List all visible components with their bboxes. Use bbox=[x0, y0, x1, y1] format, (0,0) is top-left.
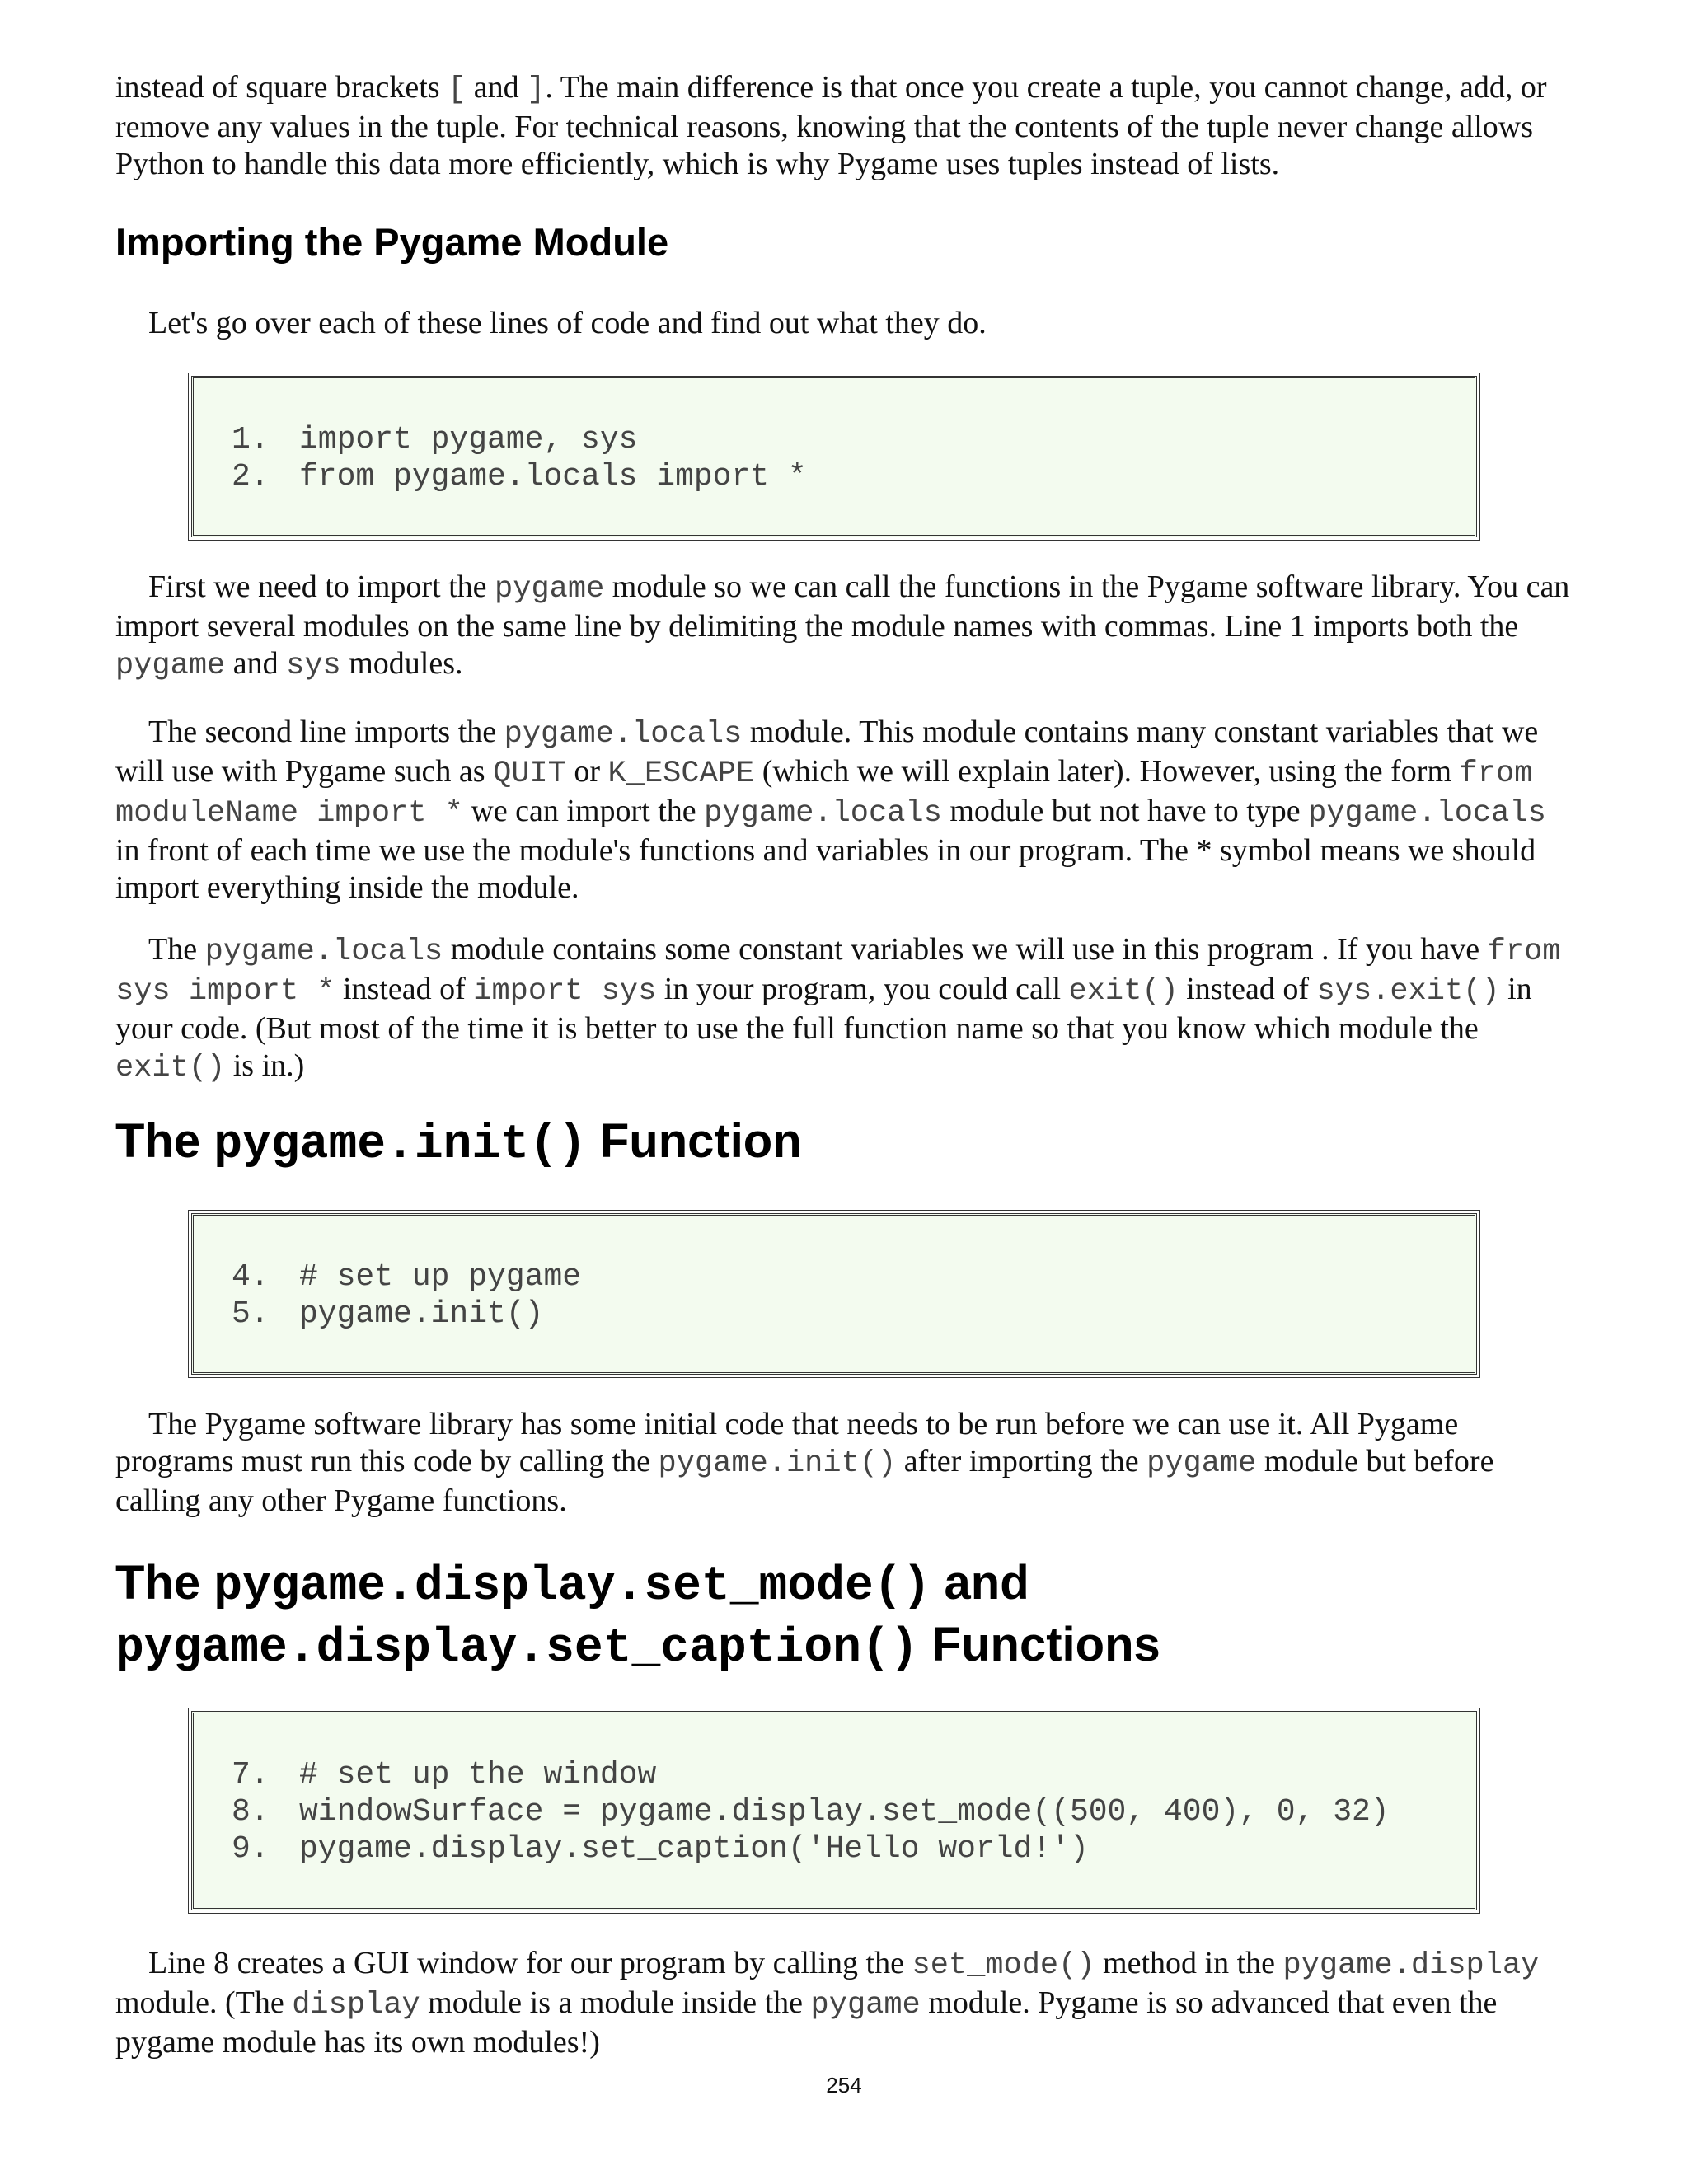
page-number: 254 bbox=[826, 2073, 862, 2097]
paragraph-import-pygame: First we need to import the pygame module so we can call the functions in the Pygame software library. You can import several modules on the same line by delimiting the module names with commas. Line 1 imports both the pygame and sys modules. bbox=[115, 569, 1570, 683]
code-block-window bbox=[191, 1711, 1477, 1910]
section-heading-import: Importing the Pygame Module bbox=[115, 220, 669, 264]
section-heading-init: The pygame.init() Function bbox=[115, 1114, 802, 1172]
code-line: 5. pygame.init() bbox=[232, 1296, 544, 1332]
code-line: 7. # set up the window bbox=[232, 1757, 657, 1793]
code-line: 2. from pygame.locals import * bbox=[232, 459, 807, 494]
paragraph-init-explain: The Pygame software library has some initial code that needs to be run before we can use it. All Pygame programs must run this code by calling the pygame.init() after importing the pygame module but before calling any other Pygame functions. bbox=[115, 1407, 1494, 1518]
code-block-init bbox=[191, 1213, 1477, 1375]
section-heading-display: The pygame.display.set_mode() and pygame.display.set_caption() Functions bbox=[115, 1556, 1160, 1675]
code-line: 8. windowSurface = pygame.display.set_mode((500, 400), 0, 32) bbox=[232, 1794, 1390, 1830]
code-line: 9. pygame.display.set_caption('Hello world!') bbox=[232, 1831, 1089, 1867]
paragraph-sys-exit: The pygame.locals module contains some constant variables we will use in this program . If you have from sys import * instead of import sys in your program, you could call exit() instead of sys.exit() in your code. (But most of the time it is better to use the full function name so that you know which module the exit() is in.) bbox=[115, 932, 1561, 1085]
paragraph-set-mode: Line 8 creates a GUI window for our program by calling the set_mode() method in the pygame.display module. (The display module is a module inside the pygame module. Pygame is so advanced that even the pygame module has its own modules!) bbox=[115, 1946, 1540, 2060]
paragraph-lets-go-over: Let's go over each of these lines of code and find out what they do. bbox=[148, 306, 987, 340]
paragraph-pygame-locals: The second line imports the pygame.locals module. This module contains many constant variables that we will use with Pygame such as QUIT or K_ESCAPE (which we will explain later). However, using the form from moduleName import * we can import the pygame.locals module but not have to type pygame.locals in front of each time we use the module's functions and variables in our program. The * symbol means we should import everything inside the module. bbox=[115, 715, 1546, 905]
paragraph-tuple-intro: instead of square brackets [ and ]. The main difference is that once you create a tuple, you cannot change, add, or remove any values in the tuple. For technical reasons, knowing that the contents of the tuple never change allows Python to handle this data more efficiently, which is why Pygame uses tuples instead of lists. bbox=[115, 70, 1547, 181]
code-line: 1. import pygame, sys bbox=[232, 422, 638, 457]
code-block-imports bbox=[191, 376, 1477, 537]
code-line: 4. # set up pygame bbox=[232, 1259, 582, 1295]
